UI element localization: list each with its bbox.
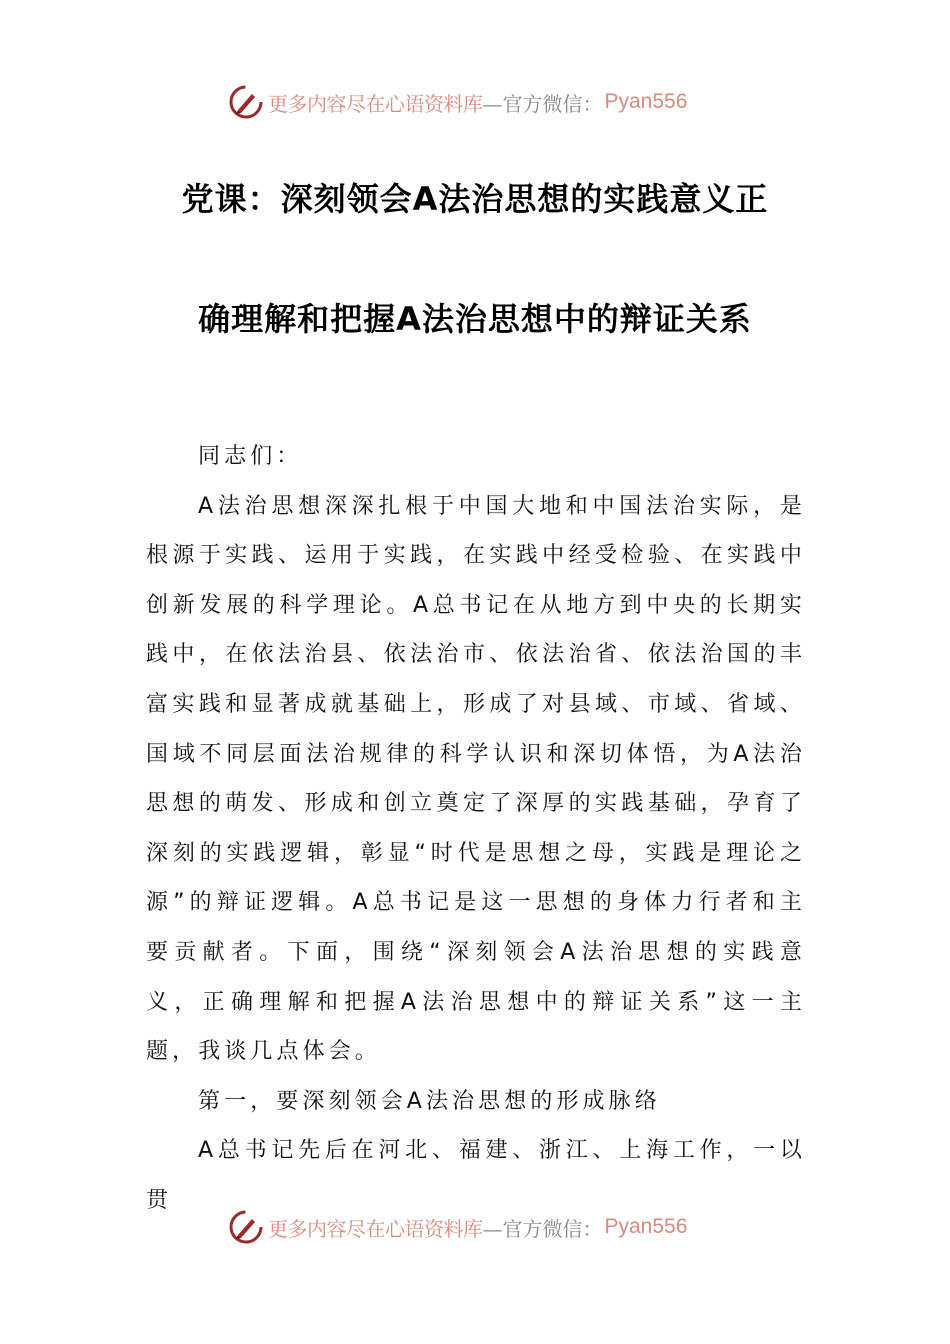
pen-logo-icon	[228, 1209, 264, 1245]
watermark-text: 更多内容尽在心语资料库	[268, 91, 483, 116]
document-body	[146, 432, 806, 1226]
watermark-wechat-id: Pyan556	[604, 90, 688, 113]
watermark-wechat-label: —官方微信：	[482, 1216, 603, 1241]
watermark-text: 更多内容尽在心语资料库	[268, 1216, 483, 1241]
document-title-line2: 确理解和把握A法治思想中的辩证关系	[198, 300, 752, 338]
paragraph: A法治思想深深扎根于中国大地和中国法治实际，是根源于实践、运用于实践，在实践中经受检验、在实践中创新发展的科学理论。A总书记在从地方到中央的长期实践中，在依法治县、依法治市、依法治省、依法治国的丰富实践和显著成就基础上，形成了对县域、市域、省域、国域不同层面法治规律的科学认识和深切体悟，为A法治思想的萌发、形成和创立奠定了深厚的实践基础，孕育了深刻的实践逻辑，彰显“时代是思想之母，实践是理论之源”的辩证逻辑。A总书记是这一思想的身体力行者和主要贡献者。下面，围绕“深刻领会A法治思想的实践意义，正确理解和把握A法治思想中的辩证关系”这一主题，我谈几点体会。	[146, 493, 806, 1065]
watermark-banner-bottom	[228, 1207, 718, 1247]
section-heading: 第一，要深刻领会A法治思想的形成脉络	[198, 1088, 661, 1114]
document-title-line1: 党课：深刻领会A法治思想的实践意义正	[181, 180, 769, 218]
pen-logo-icon	[228, 84, 264, 120]
salutation: 同志们：	[198, 444, 303, 469]
watermark-wechat-label: —官方微信：	[482, 91, 603, 116]
paragraph: A总书记先后在河北、福建、浙江、上海工作，一以贯	[146, 1138, 806, 1213]
watermark-wechat-id: Pyan556	[604, 1215, 688, 1238]
watermark-banner-top	[228, 82, 718, 122]
